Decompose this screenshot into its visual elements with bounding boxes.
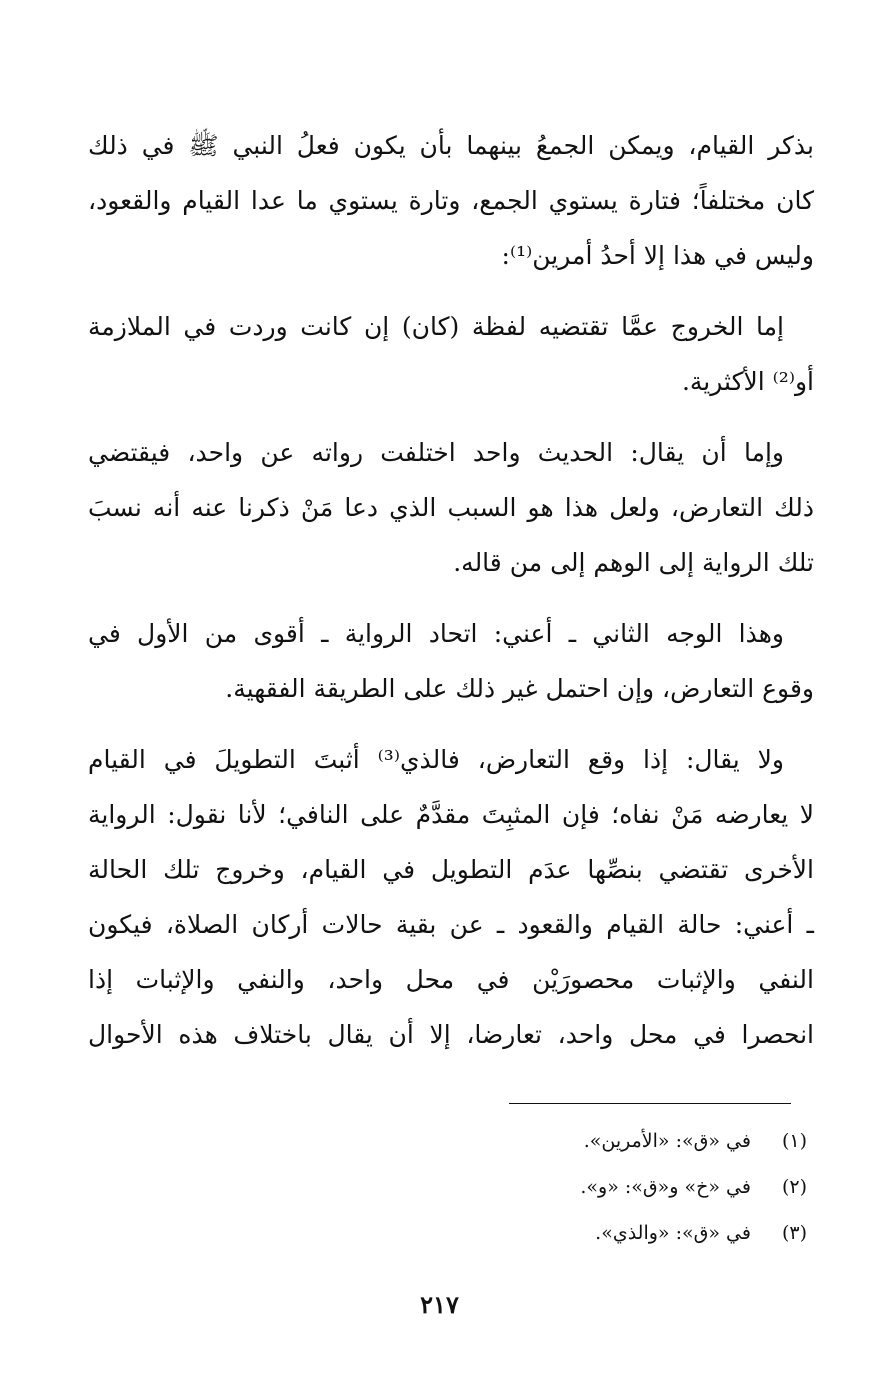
footnotes — [107, 1118, 807, 1256]
footnote-text: في «خ» و«ق»: «و». — [580, 1176, 751, 1198]
text-line: تلك الرواية إلى الوهم إلى من قاله. — [453, 548, 814, 577]
text-line: إما الخروج عمَّا تقتضيه لفظة (كان) إن كانت وردت في الملازمة — [88, 312, 784, 341]
text-line: كان مختلفاً؛ فتارة يستوي الجمع، وتارة يستوي ما عدا القيام والقعود، — [88, 186, 814, 215]
text-line: وقوع التعارض، وإن احتمل غير ذلك على الطريقة الفقهية. — [225, 674, 814, 703]
footnote-number: (١) — [781, 1130, 807, 1152]
paragraph-4 — [88, 606, 814, 716]
text-line: ولا يقال: إذا وقع التعارض، فالذي⁽³⁾ أثبتَ التطويلَ في القيام — [88, 745, 784, 774]
footnote-1 — [107, 1118, 807, 1164]
text-line: أو⁽²⁾ الأكثرية. — [681, 367, 814, 396]
page-number: ٢١٧ — [420, 1290, 459, 1319]
text-line: بذكر القيام، ويمكن الجمعُ بينهما بأن يكون فعلُ النبي ﷺ في ذلك — [88, 131, 814, 160]
text-line: وإما أن يقال: الحديث واحد اختلفت رواته عن واحد، فيقتضي — [88, 438, 784, 467]
footnote-text: في «ق»: «والذي». — [595, 1222, 751, 1244]
text-line: لا يعارضه مَنْ نفاه؛ فإن المثبِتَ مقدَّمٌ على النافي؛ لأنا نقول: الرواية — [88, 800, 814, 829]
footnote-2 — [107, 1164, 807, 1210]
footnote-number: (٢) — [781, 1176, 807, 1198]
main-text — [88, 118, 814, 1078]
text-line: ذلك التعارض، ولعل هذا هو السبب الذي دعا مَنْ ذكرنا عنه أنه نسبَ — [88, 493, 814, 522]
text-line: انحصرا في محل واحد، تعارضا، إلا أن يقال باختلاف هذه الأحوال — [88, 1020, 814, 1049]
paragraph-3 — [88, 425, 814, 590]
footnote-text: في «ق»: «الأمرين». — [583, 1130, 751, 1152]
paragraph-2 — [88, 299, 814, 409]
footnote-3 — [107, 1210, 807, 1256]
text-line: النفي والإثبات محصورَيْن في محل واحد، والنفي والإثبات إذا — [88, 965, 814, 994]
text-line: ـ أعني: حالة القيام والقعود ـ عن بقية حالات أركان الصلاة، فيكون — [88, 910, 814, 939]
footnote-separator — [509, 1103, 791, 1104]
text-line: وليس في هذا إلا أحدُ أمرين⁽¹⁾: — [501, 241, 814, 270]
paragraph-5 — [88, 732, 814, 1062]
text-line: الأخرى تقتضي بنصِّها عدَم التطويل في القيام، وخروج تلك الحالة — [88, 855, 814, 884]
footnote-number: (٣) — [781, 1222, 807, 1244]
text-line: وهذا الوجه الثاني ـ أعني: اتحاد الرواية ـ أقوى من الأول في — [88, 619, 784, 648]
paragraph-1 — [88, 118, 814, 283]
